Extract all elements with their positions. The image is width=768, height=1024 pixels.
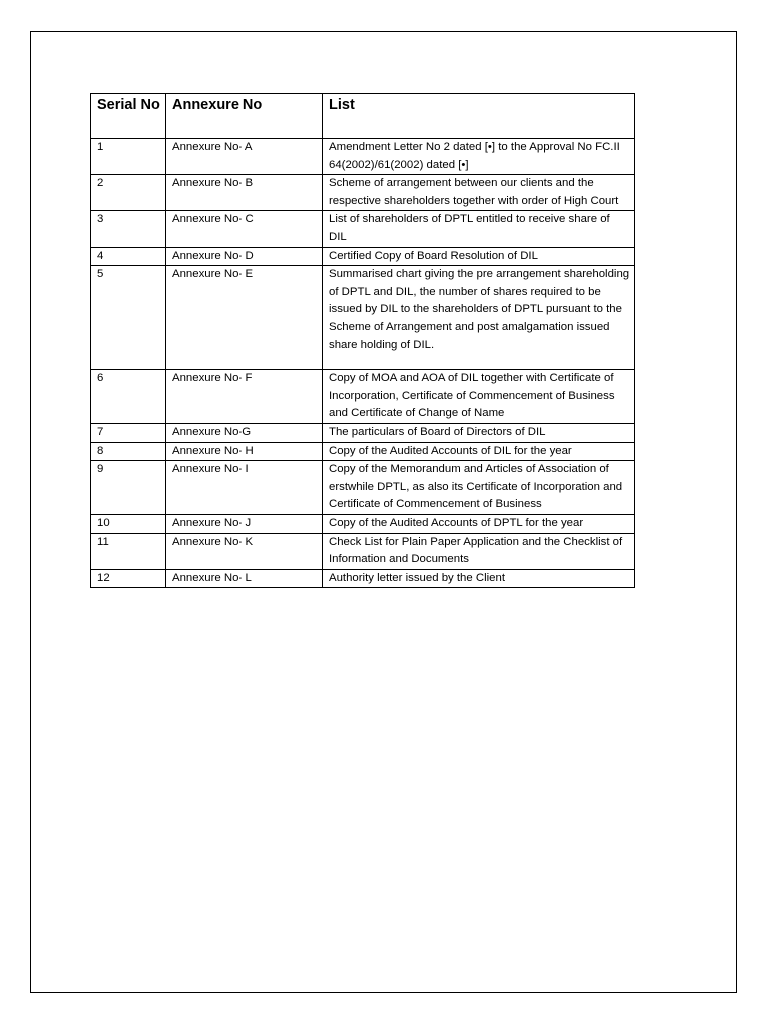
list-cell: Amendment Letter No 2 dated [•] to the Approval No FC.II 64(2002)/61(2002) dated [•]: [323, 139, 635, 175]
table-row: [91, 461, 635, 515]
table-row: [91, 370, 635, 424]
table-row: [91, 247, 635, 266]
serial-cell: 5: [91, 266, 166, 370]
annexure-cell: Annexure No- C: [166, 211, 323, 247]
serial-cell: 9: [91, 461, 166, 515]
list-cell: Copy of the Audited Accounts of DIL for the year: [323, 442, 635, 461]
serial-cell: 7: [91, 423, 166, 442]
serial-cell: 3: [91, 211, 166, 247]
serial-cell: 8: [91, 442, 166, 461]
annexure-cell: Annexure No- J: [166, 514, 323, 533]
table-row: [91, 533, 635, 569]
table-row: [91, 175, 635, 211]
list-cell: The particulars of Board of Directors of DIL: [323, 423, 635, 442]
annexure-cell: Annexure No-G: [166, 423, 323, 442]
serial-cell: 2: [91, 175, 166, 211]
serial-cell: 1: [91, 139, 166, 175]
annexure-cell: Annexure No- E: [166, 266, 323, 370]
annexure-cell: Annexure No- D: [166, 247, 323, 266]
annexure-cell: Annexure No- I: [166, 461, 323, 515]
list-cell: Check List for Plain Paper Application and the Checklist of Information and Documents: [323, 533, 635, 569]
serial-cell: 4: [91, 247, 166, 266]
serial-cell: 11: [91, 533, 166, 569]
annexure-cell: Annexure No- A: [166, 139, 323, 175]
annexure-table: [90, 93, 635, 588]
table-row: [91, 139, 635, 175]
table-row: [91, 423, 635, 442]
annexure-cell: Annexure No- F: [166, 370, 323, 424]
table-row: [91, 569, 635, 588]
table-row: [91, 514, 635, 533]
list-cell: Copy of the Memorandum and Articles of Association of erstwhile DPTL, as also its Certificate of Incorporation and Certificate of Commencement of Business: [323, 461, 635, 515]
list-cell: List of shareholders of DPTL entitled to receive share of DIL: [323, 211, 635, 247]
annexure-cell: Annexure No- K: [166, 533, 323, 569]
list-cell: Summarised chart giving the pre arrangement shareholding of DPTL and DIL, the number of shares required to be issued by DIL to the shareholders of DPTL pursuant to the Scheme of Arrangement and post amalgamation issued share holding of DIL.: [323, 266, 635, 370]
table-row: [91, 211, 635, 247]
table-row: [91, 442, 635, 461]
list-cell: Copy of MOA and AOA of DIL together with Certificate of Incorporation, Certificate of Commencement of Business and Certificate of Change of Name: [323, 370, 635, 424]
list-cell: Authority letter issued by the Client: [323, 569, 635, 588]
annexure-cell: Annexure No- L: [166, 569, 323, 588]
annexure-cell: Annexure No- B: [166, 175, 323, 211]
list-cell: Scheme of arrangement between our clients and the respective shareholders together with order of High Court: [323, 175, 635, 211]
header-list: List: [323, 94, 635, 139]
header-serial-no: Serial No: [91, 94, 166, 139]
serial-cell: 10: [91, 514, 166, 533]
list-cell: Copy of the Audited Accounts of DPTL for the year: [323, 514, 635, 533]
serial-cell: 6: [91, 370, 166, 424]
serial-cell: 12: [91, 569, 166, 588]
annexure-cell: Annexure No- H: [166, 442, 323, 461]
table-row: [91, 266, 635, 370]
table-header-row: [91, 94, 635, 139]
list-cell: Certified Copy of Board Resolution of DIL: [323, 247, 635, 266]
header-annexure-no: Annexure No: [166, 94, 323, 139]
